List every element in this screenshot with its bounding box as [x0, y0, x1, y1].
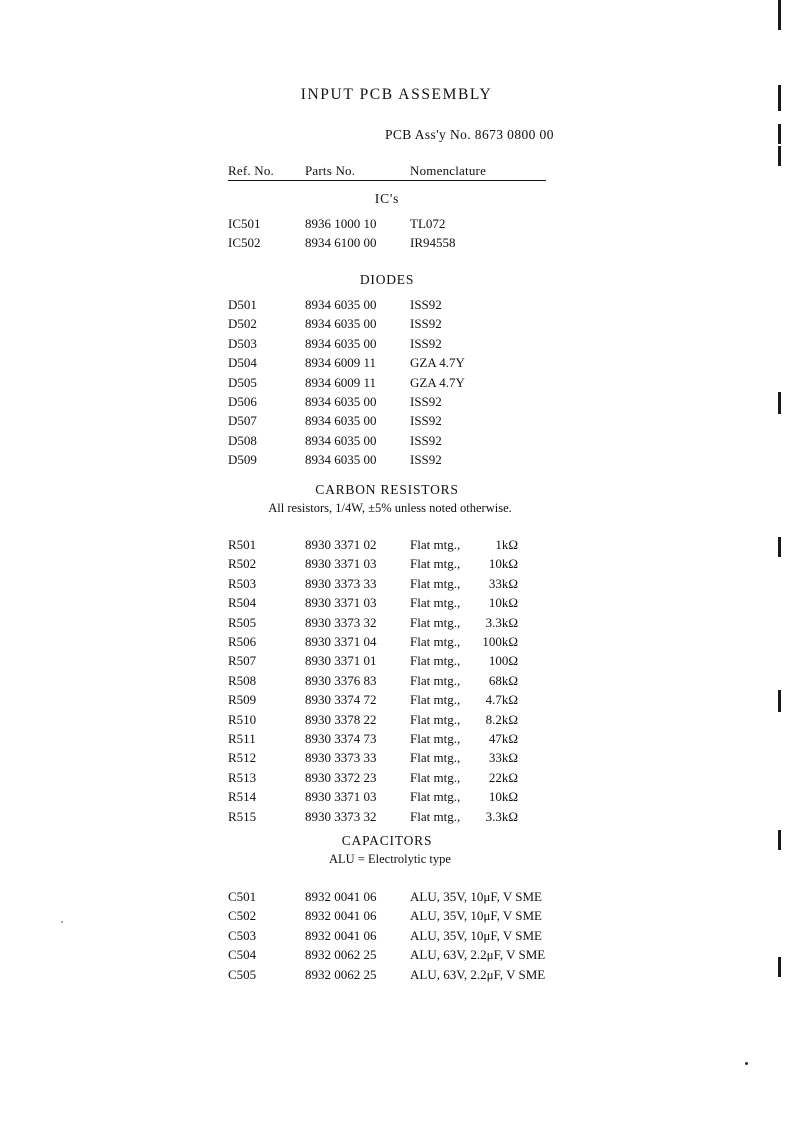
cell-value: 47kΩ	[488, 731, 518, 746]
scan-mark	[778, 85, 781, 111]
cell-parts-no: 8930 3372 23	[305, 769, 377, 785]
cell-parts-no: 8930 3376 83	[305, 672, 377, 688]
cell-value: 33kΩ	[488, 750, 518, 766]
table-row	[228, 355, 568, 374]
cell-ref-no: R511	[228, 731, 256, 746]
table-row	[228, 712, 568, 731]
table-row	[228, 595, 568, 614]
table-row	[228, 967, 568, 986]
cell-value: 33kΩ	[488, 575, 518, 591]
cell-parts-no: 8934 6035 00	[305, 413, 377, 429]
cell-nomenclature: Flat mtg.,	[410, 672, 461, 688]
cell-value: 3.3kΩ	[485, 614, 518, 630]
table-row	[228, 789, 568, 808]
table-row	[228, 576, 568, 595]
cell-ref-no: D503	[228, 335, 257, 351]
table-row	[228, 673, 568, 692]
cell-nomenclature: Flat mtg.,	[410, 789, 461, 805]
cell-ref-no: C501	[228, 889, 257, 904]
cell-parts-no: 8934 6035 00	[305, 297, 377, 312]
table-row	[228, 928, 568, 947]
table-row	[228, 537, 568, 556]
page-title: INPUT PCB ASSEMBLY	[300, 86, 493, 103]
cell-ref-no: R508	[228, 672, 257, 688]
table-row	[228, 615, 568, 634]
table-row	[228, 653, 568, 672]
table-row	[228, 216, 568, 235]
scan-speck	[61, 921, 63, 923]
cell-nomenclature: Flat mtg.,	[410, 808, 461, 824]
cell-nomenclature: ISS92	[410, 297, 442, 312]
cell-nomenclature: GZA 4.7Y	[410, 355, 465, 371]
cell-ref-no: D507	[228, 413, 257, 429]
table-row	[228, 889, 568, 908]
cell-nomenclature: Flat mtg.,	[410, 692, 461, 708]
table-row	[228, 947, 568, 966]
cell-nomenclature: ISS92	[410, 452, 442, 468]
cell-ref-no: D504	[228, 355, 257, 371]
scan-mark	[778, 957, 781, 977]
table-row	[228, 908, 568, 927]
cell-ref-no: R503	[228, 575, 257, 591]
cell-ref-no: IC501	[228, 216, 261, 231]
cell-nomenclature: Flat mtg.,	[410, 595, 461, 611]
cell-ref-no: R509	[228, 692, 257, 708]
cell-nomenclature: Flat mtg.,	[410, 537, 461, 552]
scan-speck	[745, 1062, 748, 1065]
cell-ref-no: D505	[228, 374, 257, 390]
cell-parts-no: 8934 6009 11	[305, 374, 377, 390]
table-row	[228, 770, 568, 789]
scan-mark	[778, 830, 781, 850]
table-row	[228, 692, 568, 711]
cell-nomenclature: ISS92	[410, 335, 442, 351]
cell-value: 100kΩ	[482, 634, 518, 649]
cell-parts-no: 8930 3371 03	[305, 556, 377, 572]
cell-ref-no: D502	[228, 316, 257, 332]
cell-parts-no: 8930 3374 72	[305, 692, 377, 708]
cell-value: 68kΩ	[488, 672, 518, 688]
cell-parts-no: 8930 3371 01	[305, 653, 377, 669]
table-row	[228, 413, 568, 432]
cell-value: 100Ω	[488, 653, 518, 669]
cell-nomenclature: TL072	[410, 216, 446, 231]
column-header-parts-no: Parts No.	[305, 163, 356, 178]
cell-nomenclature: Flat mtg.,	[410, 575, 461, 591]
cell-ref-no: C505	[228, 966, 257, 982]
cell-ref-no: R514	[228, 789, 257, 805]
cell-nomenclature: ALU, 35V, 10μF, V SME	[410, 908, 542, 924]
cell-nomenclature: Flat mtg.,	[410, 731, 461, 746]
cell-value: 4.7kΩ	[485, 692, 518, 708]
cell-parts-no: 8930 3373 33	[305, 750, 377, 766]
cell-parts-no: 8934 6035 00	[305, 432, 377, 448]
cell-value: 8.2kΩ	[485, 711, 518, 727]
cell-value: 10kΩ	[488, 789, 518, 805]
cell-parts-no: 8932 0041 06	[305, 908, 377, 924]
cell-value: 10kΩ	[488, 595, 518, 611]
section-heading: DIODES	[359, 272, 415, 287]
cell-ref-no: C504	[228, 947, 257, 963]
cell-parts-no: 8930 3378 22	[305, 711, 377, 727]
scan-mark	[778, 392, 781, 414]
cell-nomenclature: ALU, 63V, 2.2μF, V SME	[410, 947, 546, 963]
cell-ref-no: D501	[228, 297, 257, 312]
cell-parts-no: 8930 3371 04	[305, 634, 377, 649]
cell-nomenclature: Flat mtg.,	[410, 711, 461, 727]
cell-nomenclature: ALU, 63V, 2.2μF, V SME	[410, 966, 546, 982]
cell-value: 3.3kΩ	[485, 808, 518, 824]
table-row	[228, 809, 568, 828]
cell-parts-no: 8936 1000 10	[305, 216, 377, 231]
cell-parts-no: 8934 6035 00	[305, 335, 377, 351]
table-row	[228, 731, 568, 750]
cell-ref-no: D506	[228, 394, 257, 409]
cell-parts-no: 8932 0062 25	[305, 947, 377, 963]
cell-ref-no: R501	[228, 537, 257, 552]
cell-nomenclature: ISS92	[410, 413, 442, 429]
cell-parts-no: 8930 3374 73	[305, 731, 377, 746]
cell-parts-no: 8930 3373 33	[305, 575, 377, 591]
cell-nomenclature: Flat mtg.,	[410, 556, 461, 572]
cell-nomenclature: ISS92	[410, 432, 442, 448]
cell-parts-no: 8934 6100 00	[305, 235, 377, 251]
scan-mark	[778, 0, 781, 30]
cell-parts-no: 8930 3373 32	[305, 808, 377, 824]
section-subheading: ALU = Electrolytic type	[329, 852, 451, 866]
cell-ref-no: R515	[228, 808, 257, 824]
scan-mark	[778, 690, 781, 712]
scan-mark	[778, 124, 781, 144]
table-row	[228, 452, 568, 471]
table-row	[228, 750, 568, 769]
cell-parts-no: 8932 0062 25	[305, 966, 377, 982]
cell-nomenclature: IR94558	[410, 235, 456, 251]
cell-parts-no: 8934 6035 00	[305, 452, 377, 468]
table-row	[228, 297, 568, 316]
cell-nomenclature: GZA 4.7Y	[410, 374, 465, 390]
cell-ref-no: R502	[228, 556, 257, 572]
cell-ref-no: R506	[228, 634, 257, 649]
cell-value: 1kΩ	[495, 537, 518, 552]
assembly-number: PCB Ass'y No. 8673 0800 00	[385, 127, 554, 142]
cell-ref-no: R507	[228, 653, 257, 669]
header-divider	[228, 180, 546, 181]
table-row	[228, 394, 568, 413]
table-row	[228, 316, 568, 335]
column-header-ref-no: Ref. No.	[228, 163, 275, 178]
cell-ref-no: D508	[228, 432, 257, 448]
section-subheading: All resistors, 1/4W, ±5% unless noted otherwise.	[268, 501, 512, 515]
section-heading: CARBON RESISTORS	[315, 482, 459, 497]
cell-nomenclature: Flat mtg.,	[410, 634, 461, 649]
cell-ref-no: R504	[228, 595, 257, 611]
cell-parts-no: 8930 3373 32	[305, 614, 377, 630]
cell-nomenclature: ISS92	[410, 316, 442, 332]
cell-ref-no: C503	[228, 927, 257, 943]
scan-mark	[778, 537, 781, 557]
table-row	[228, 336, 568, 355]
table-row	[228, 235, 568, 254]
scan-mark	[778, 146, 781, 166]
cell-nomenclature: Flat mtg.,	[410, 750, 461, 766]
column-header-nomenclature: Nomenclature	[410, 163, 487, 178]
table-row	[228, 556, 568, 575]
section-heading: CAPACITORS	[341, 833, 433, 848]
cell-parts-no: 8932 0041 06	[305, 889, 377, 904]
cell-parts-no: 8934 6035 00	[305, 394, 377, 409]
cell-ref-no: D509	[228, 452, 257, 468]
cell-parts-no: 8930 3371 03	[305, 595, 377, 611]
cell-parts-no: 8934 6035 00	[305, 316, 377, 332]
cell-ref-no: R513	[228, 769, 257, 785]
cell-nomenclature: Flat mtg.,	[410, 653, 461, 669]
table-row	[228, 375, 568, 394]
cell-ref-no: R512	[228, 750, 257, 766]
cell-parts-no: 8932 0041 06	[305, 927, 377, 943]
cell-parts-no: 8930 3371 02	[305, 537, 377, 552]
cell-value: 22kΩ	[488, 769, 518, 785]
cell-ref-no: IC502	[228, 235, 261, 251]
cell-nomenclature: Flat mtg.,	[410, 614, 461, 630]
section-heading: IC's	[374, 191, 400, 206]
table-row	[228, 433, 568, 452]
cell-value: 10kΩ	[488, 556, 518, 572]
cell-ref-no: R510	[228, 711, 257, 727]
cell-nomenclature: ISS92	[410, 394, 442, 409]
cell-parts-no: 8934 6009 11	[305, 355, 377, 371]
cell-ref-no: C502	[228, 908, 257, 924]
cell-nomenclature: ALU, 35V, 10μF, V SME	[410, 889, 542, 904]
cell-parts-no: 8930 3371 03	[305, 789, 377, 805]
cell-ref-no: R505	[228, 614, 257, 630]
cell-nomenclature: Flat mtg.,	[410, 769, 461, 785]
cell-nomenclature: ALU, 35V, 10μF, V SME	[410, 927, 542, 943]
table-row	[228, 634, 568, 653]
